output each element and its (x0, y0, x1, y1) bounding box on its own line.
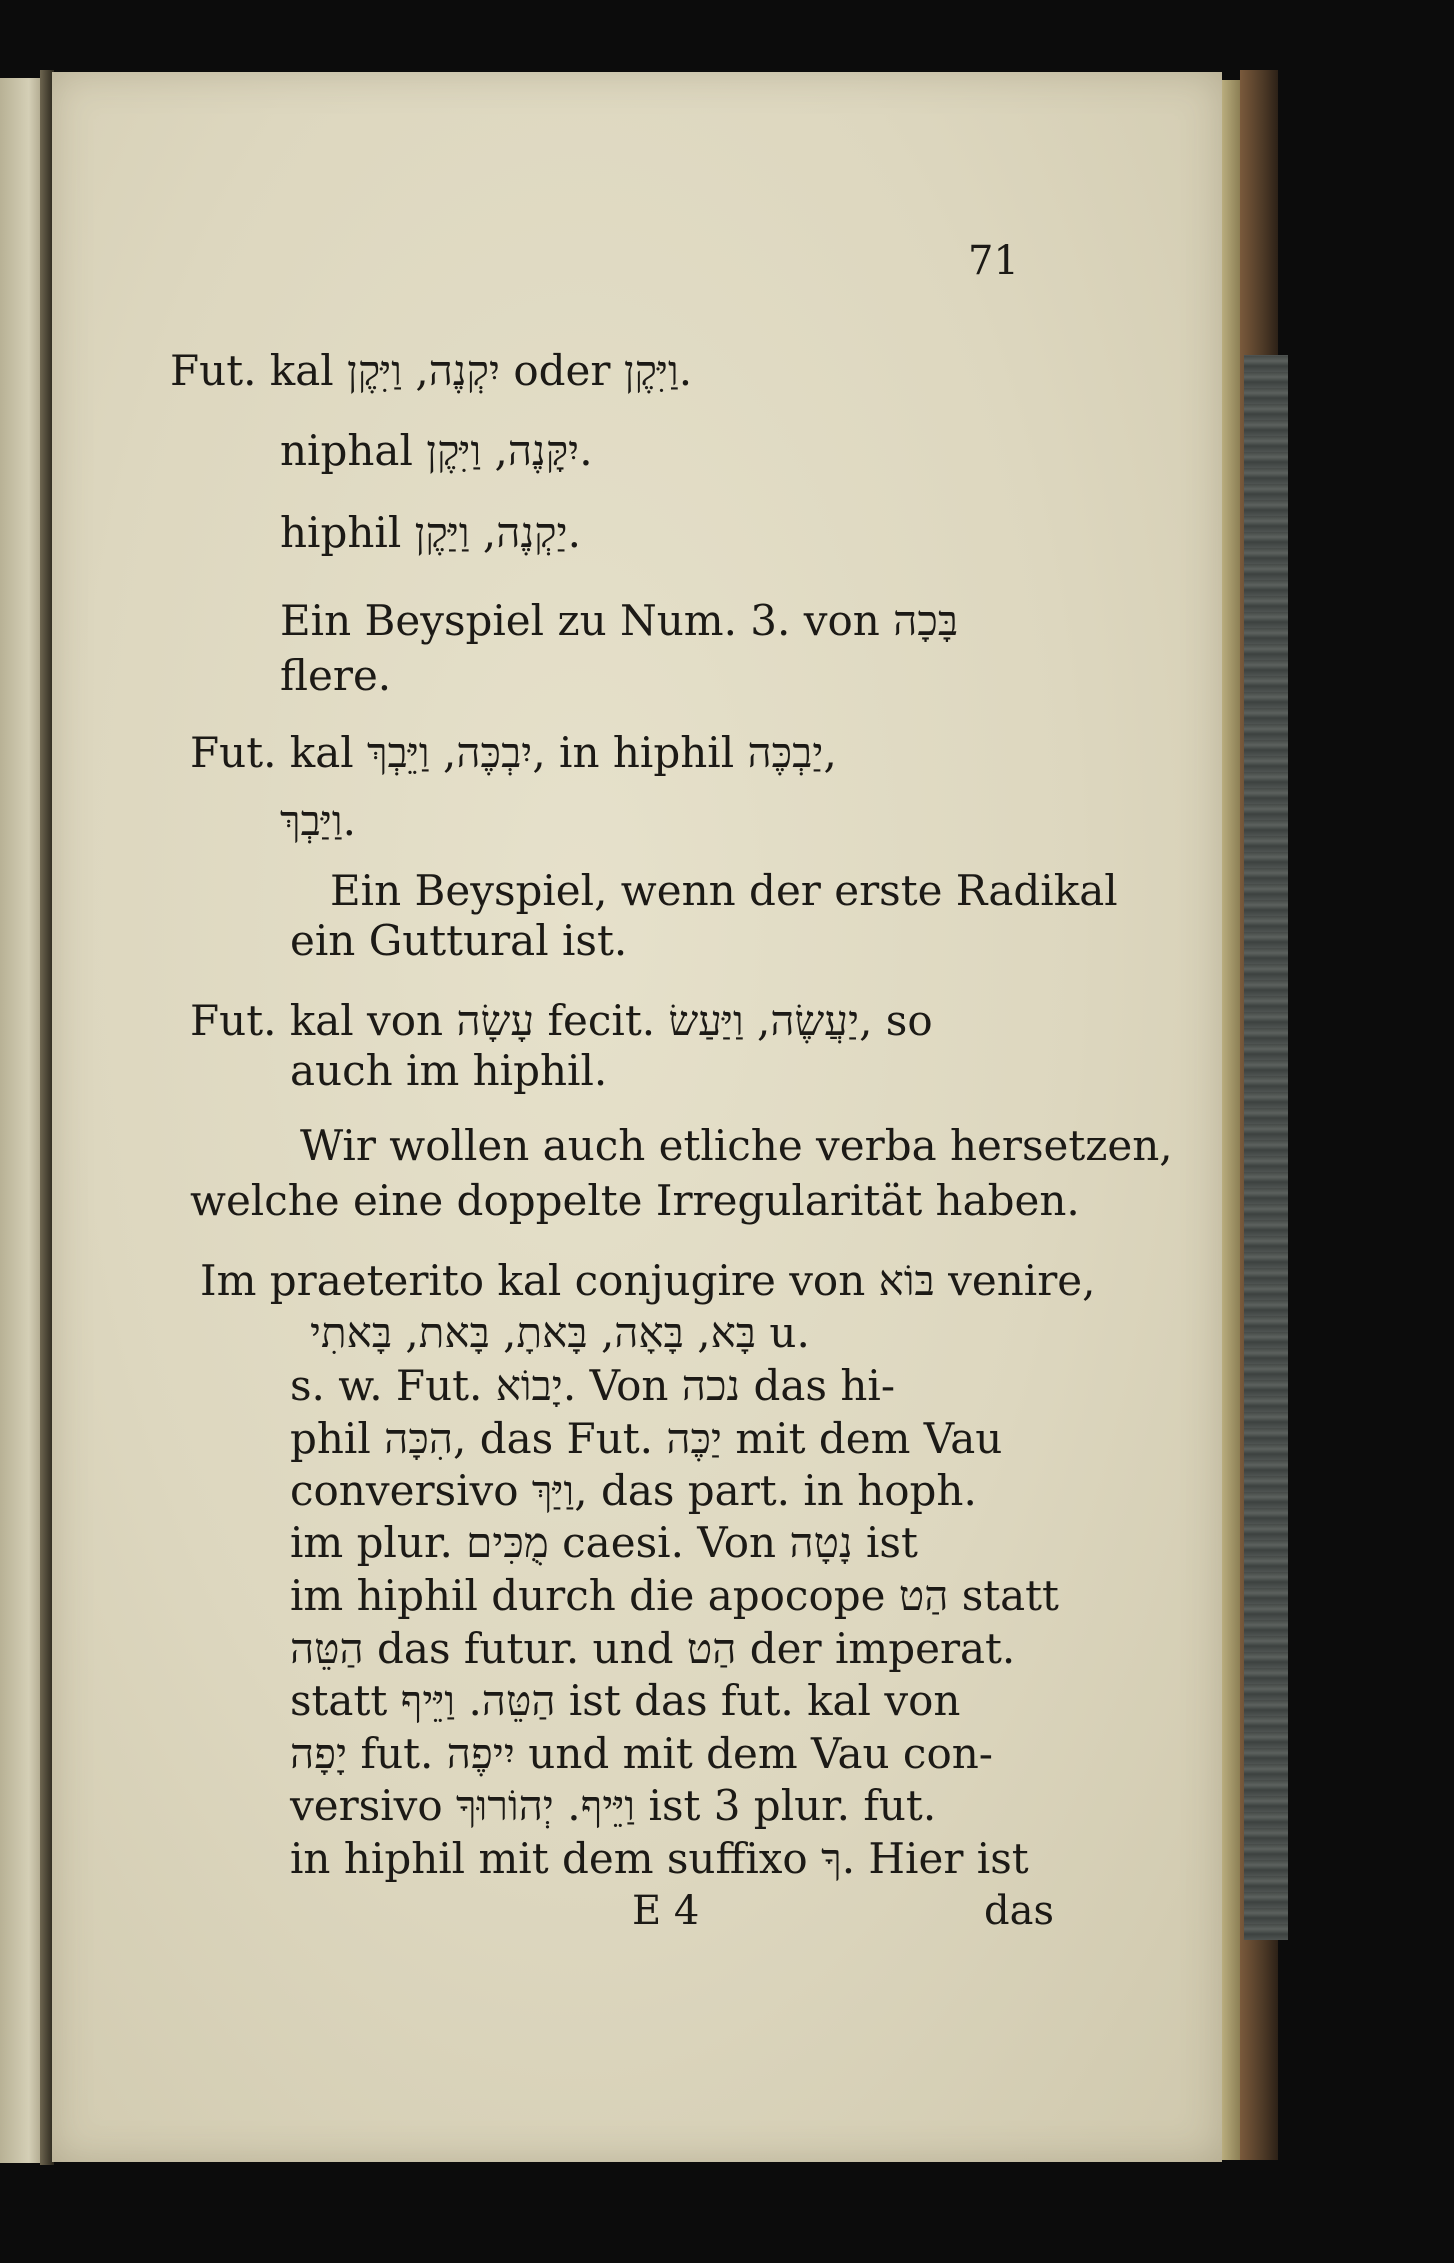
signature-mark: E 4 (632, 1888, 700, 1934)
text-line: im plur. מֻכִּים caesi. Von נָטָה ist (290, 1518, 918, 1567)
text-line: conversivo וַיַּךְ, das part. in hoph. (290, 1466, 977, 1515)
cover-board (1244, 355, 1288, 1940)
catchword: das (984, 1888, 1054, 1934)
text-line: auch im hiphil. (290, 1046, 608, 1095)
text-line: in hiphil mit dem suffixo ךָ. Hier ist (290, 1834, 1029, 1883)
text-line: Fut. kal יִקְנֶה, וַיִּקֶן oder וַיִּקֶן. (170, 346, 693, 395)
text-line: phil הִכָּה, das Fut. יַכֶּה mit dem Vau (290, 1414, 1003, 1463)
text-line: Im praeterito kal conjugire von בּוֹא venire, (200, 1256, 1096, 1305)
text-line: Wir wollen auch etliche verba hersetzen, (300, 1121, 1173, 1170)
text-line: בָּא, בָּאָה, בָּאתָ, בָּאת, בָּאתִי u. (310, 1308, 810, 1357)
text-line: im hiphil durch die apocope הַט statt (290, 1571, 1059, 1620)
text-line: Ein Beyspiel, wenn der erste Radikal (330, 866, 1118, 915)
text-line: הַטֵּה das futur. und הַט der imperat. (290, 1624, 1016, 1673)
text-line: וַיַּבְךְ. (280, 796, 356, 845)
text-line: versivo וַיֵּיף. יְהוֹרוּךָ ist 3 plur. fut. (290, 1781, 937, 1830)
text-line: יָפָה fut. יִיפֶה und mit dem Vau con- (290, 1729, 993, 1778)
text-line: s. w. Fut. יָבוֹא. Von נכה das hi- (290, 1361, 896, 1410)
text-line: ein Guttural ist. (290, 916, 628, 965)
text-line: hiphil יַקְנֶה, וַיַּקֶן. (280, 508, 581, 557)
text-line: niphal יִקָּנֶה, וַיִּקֶן. (280, 426, 593, 475)
page-number: 71 (968, 238, 1019, 284)
page-stack-edge (1222, 80, 1240, 2160)
text-line: Ein Beyspiel zu Num. 3. von בָּכָה (280, 596, 959, 645)
text-line: flere. (280, 651, 392, 700)
text-line: welche eine doppelte Irregularität haben. (190, 1176, 1080, 1225)
text-line: Fut. kal von עָשָׂה fecit. יַעֲשֶׂה, וַיַּעַשׂ, so (190, 996, 933, 1045)
text-line: Fut. kal יִבְכֶּה, וַיֵּבְךְ, in hiphil יַבְכֶּה, (190, 728, 837, 777)
text-line: statt הַטֵּה. וַיֵּיף ist das fut. kal von (290, 1676, 961, 1725)
